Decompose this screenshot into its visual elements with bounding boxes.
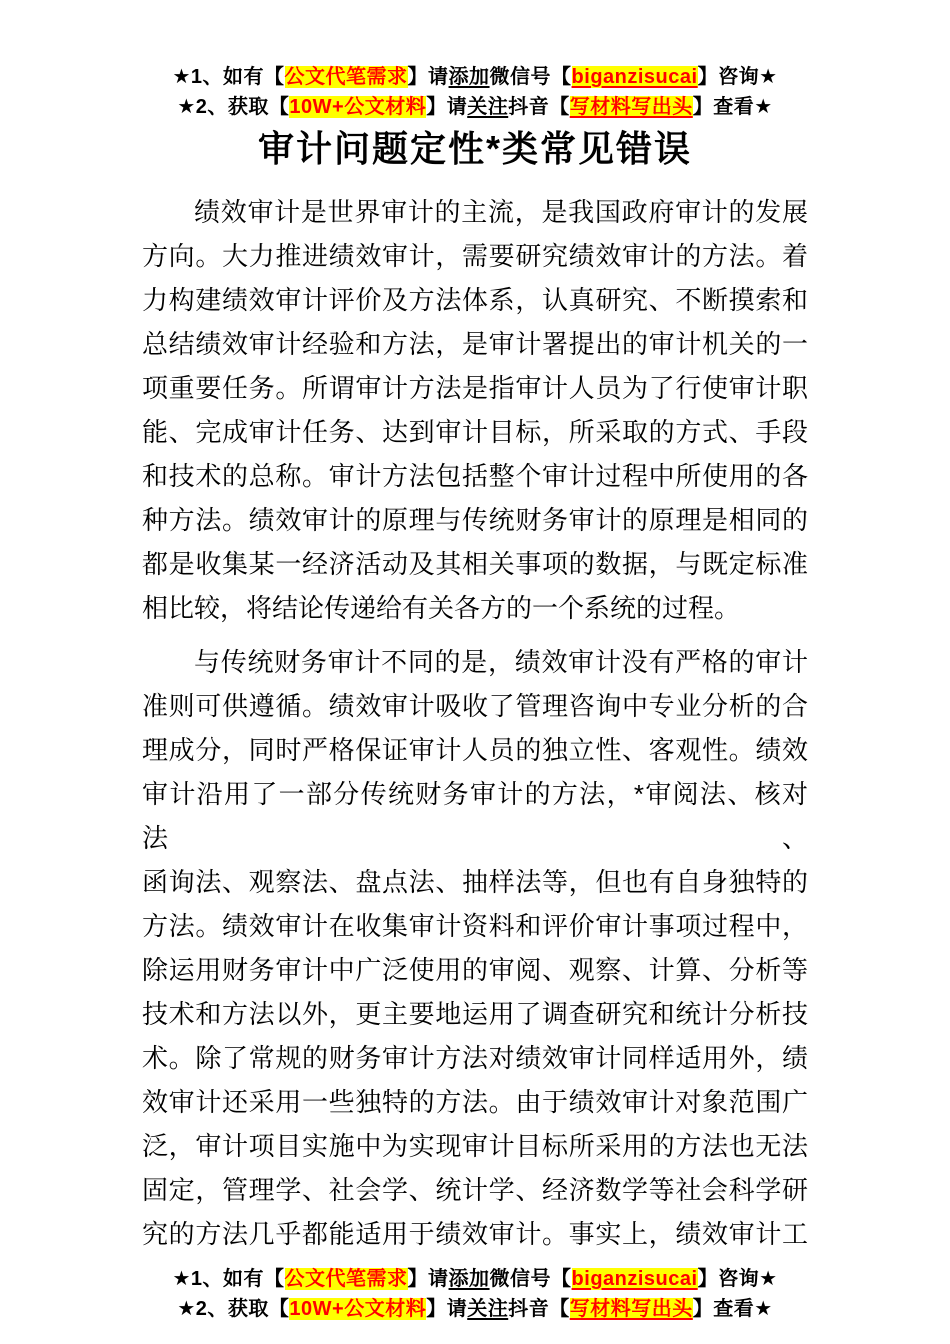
promo-text: 】咨询★ xyxy=(697,1268,778,1290)
promo-underlined-text: 添加 xyxy=(448,1268,490,1290)
promo-text: 抖音【 xyxy=(508,96,570,118)
paragraph xyxy=(142,190,808,630)
promo-highlighted-underlined-text: biganzisucai xyxy=(571,66,698,88)
promo-bottom-line-1 xyxy=(0,1264,950,1294)
text-line: 都是收集某一经济活动及其相关事项的数据，与既定标准 xyxy=(142,549,808,579)
promo-text: ★2、获取【 xyxy=(177,1298,290,1320)
text-line: 相比较，将结论传递给有关各方的一个系统的过程。 xyxy=(142,593,741,623)
promo-text: 抖音【 xyxy=(508,1298,570,1320)
promo-text: 】请 xyxy=(426,96,468,118)
text-line: 效审计还采用一些独特的方法。由于绩效审计对象范围广 xyxy=(142,1087,808,1117)
promo-highlighted-underlined-text: 写材料写出头 xyxy=(569,1298,693,1320)
promo-highlighted-text: 公文代笔需求 xyxy=(284,1268,408,1290)
text-line: 总结绩效审计经验和方法，是审计署提出的审计机关的一 xyxy=(142,329,808,359)
promo-underlined-text: 添加 xyxy=(448,66,490,88)
document-title: 审计问题定性*类常见错误 xyxy=(257,128,692,169)
text-line: 项重要任务。所谓审计方法是指审计人员为了行使审计职 xyxy=(142,373,808,403)
text-line: 和技术的总称。审计方法包括整个审计过程中所使用的各 xyxy=(142,461,808,491)
promo-text: ★2、获取【 xyxy=(177,96,290,118)
promo-text: 微信号【 xyxy=(489,66,572,88)
text-line: 能、完成审计任务、达到审计目标，所采取的方式、手段 xyxy=(142,417,808,447)
text-line: 种方法。绩效审计的原理与传统财务审计的原理是相同的 xyxy=(142,505,808,535)
text-line: 除运用财务审计中广泛使用的审阅、观察、计算、分析等 xyxy=(142,955,808,985)
promo-text: ★1、如有【 xyxy=(172,1268,285,1290)
text-line: 函询法、观察法、盘点法、抽样法等，但也有自身独特的 xyxy=(142,867,808,897)
promo-bottom-line-2 xyxy=(0,1294,950,1324)
text-line: 准则可供遵循。绩效审计吸收了管理咨询中专业分析的合 xyxy=(142,691,808,721)
text-line: 术。除了常规的财务审计方法对绩效审计同样适用外，绩 xyxy=(142,1043,808,1073)
promo-text: 】请 xyxy=(407,66,449,88)
text-line: 技术和方法以外，更主要地运用了调查研究和统计分析技 xyxy=(142,999,808,1029)
text-line: 方向。大力推进绩效审计，需要研究绩效审计的方法。着 xyxy=(142,241,808,271)
text-line: 与传统财务审计不同的是，绩效审计没有严格的审计 xyxy=(194,647,808,677)
promo-underlined-text: 关注 xyxy=(467,1298,509,1320)
text-line: 究的方法几乎都能适用于绩效审计。事实上，绩效审计工 xyxy=(142,1219,808,1249)
promo-top-line-2 xyxy=(0,92,950,122)
promo-text: 】咨询★ xyxy=(697,66,778,88)
promo-highlighted-underlined-text: 写材料写出头 xyxy=(569,96,693,118)
promo-text: 】请 xyxy=(426,1298,468,1320)
promo-top-line-1 xyxy=(0,62,950,92)
text-line: 方法。绩效审计在收集审计资料和评价审计事项过程中， xyxy=(142,911,808,941)
promo-underlined-text: 关注 xyxy=(467,96,509,118)
paragraph xyxy=(142,640,808,1256)
promo-text: 微信号【 xyxy=(489,1268,572,1290)
text-line: 审计沿用了一部分传统财务审计的方法，*审阅法、核对法、 xyxy=(142,779,808,853)
promo-text: 】查看★ xyxy=(692,1298,773,1320)
promo-text: 】查看★ xyxy=(692,96,773,118)
promo-text: 】请 xyxy=(407,1268,449,1290)
text-line: 绩效审计是世界审计的主流，是我国政府审计的发展 xyxy=(194,197,808,227)
text-line: 固定，管理学、社会学、统计学、经济数学等社会科学研 xyxy=(142,1175,808,1205)
text-line: 理成分，同时严格保证审计人员的独立性、客观性。绩效 xyxy=(142,735,808,765)
promo-banner-bottom xyxy=(0,1264,950,1324)
promo-highlighted-text: 10W+公文材料 xyxy=(289,1298,427,1320)
promo-banner-top xyxy=(0,62,950,122)
text-line: 泛，审计项目实施中为实现审计目标所采用的方法也无法 xyxy=(142,1131,808,1161)
text-line: 力构建绩效审计评价及方法体系，认真研究、不断摸索和 xyxy=(142,285,808,315)
promo-text: ★1、如有【 xyxy=(172,66,285,88)
promo-highlighted-text: 10W+公文材料 xyxy=(289,96,427,118)
promo-highlighted-underlined-text: biganzisucai xyxy=(571,1268,698,1290)
document-body xyxy=(142,190,808,1256)
promo-highlighted-text: 公文代笔需求 xyxy=(284,66,408,88)
